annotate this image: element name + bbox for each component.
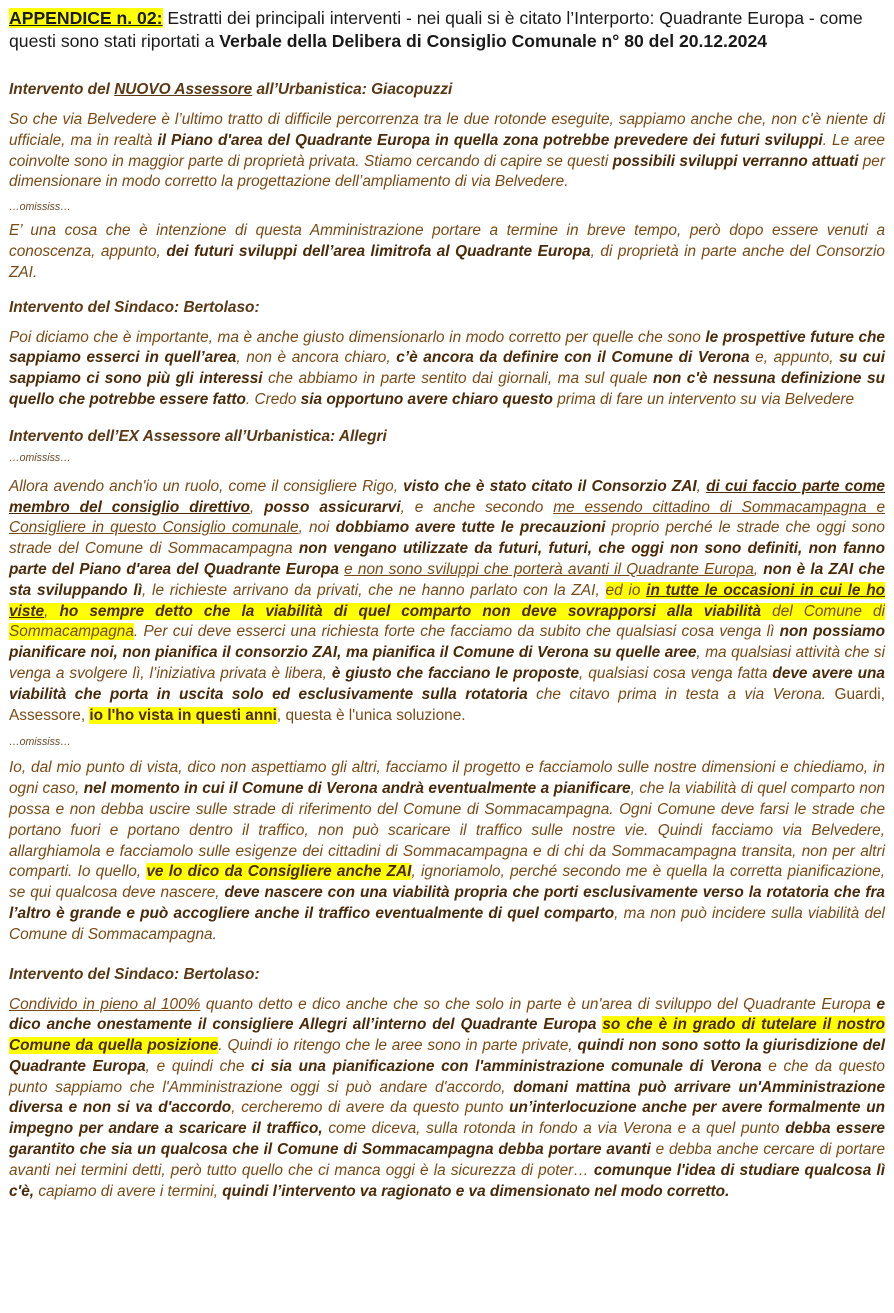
appendix-label: APPENDICE n. 02: <box>9 8 163 28</box>
paragraph: E’ una cosa che è intenzione di questa Amministrazione portare a termine in breve tempo, però dopo essere venuti a conoscenza, appunto, dei futuri sviluppi dell’area limitrofa al Quadrante Europa, di proprietà in parte anche del Consorzio ZAI. <box>9 222 885 281</box>
section-heading-giacopuzzi: Intervento del NUOVO Assessore all’Urbanistica: Giacopuzzi <box>9 81 453 98</box>
highlight: so che è in grado di tutelare il nostro Comune da quella posizione <box>9 1016 885 1055</box>
appendix-description: Estratti dei principali interventi - nei quali si è citato l’Interporto: Quadrante Europa - come questi sono stati riportati a <box>9 8 863 51</box>
paragraph: So che via Belvedere è l’ultimo tratto di difficile percorrenza tra le due rotonde eseguite, sappiamo anche che, non c'è niente di ufficiale, ma in realtà il Piano d'area del Quadrante Europa in quella zona potrebbe prevedere dei futuri sviluppi. Le aree coinvolte sono in maggior parte di proprietà privata. Stiamo cercando di capire se questi possibili sviluppi verranno attuati per dimensionare in modo corretto la progettazione dell’ampliamento di via Belvedere. <box>9 111 885 191</box>
section-heading-sindaco-2: Intervento del Sindaco: Bertolaso: <box>9 965 260 983</box>
appendix-source: Verbale della Delibera di Consiglio Comunale n° 80 del 20.12.2024 <box>219 31 768 51</box>
paragraph: Io, dal mio punto di vista, dico non aspettiamo gli altri, facciamo il progetto e facciamolo sulle nostre dimensioni e chiediamo, in ogni caso, nel momento in cui il Comune di Verona andrà eventualmente a pianificare, che la viabilità di quel comparto non possa e non debba uscire sulle strade di riferimento del Comune di Sommacampagna. Ogni Comune deve farsi le strade che portano fuori e portano dentro il traffico, non può scaricare il traffico sulle nostre vie. Quindi facciamo via Belvedere, allarghiamola e facciamolo sulle esigenze dei cittadini di Sommacampagna e di chi da Sommacampagna transita, non per altri comparti. Io quello, ve lo dico da Consigliere anche ZAI, ignoriamolo, perché secondo me è quella la corretta pianificazione, se qui qualcosa deve nascere, deve nascere con una viabilità propria che porti esclusivamente verso la rotatoria che fra l’altro è grande e può accogliere anche il traffico eventualmente di quel comparto, ma non può incidere sulla viabilità del Comune di Sommacampagna. <box>9 759 885 943</box>
omissis-marker: …omississ… <box>9 201 71 214</box>
omissis-marker: …omississ… <box>9 451 71 464</box>
appendix-title <box>9 7 885 53</box>
paragraph: Condivido in pieno al 100% quanto detto e dico anche che so che solo in parte è un'area di sviluppo del Quadrante Europa e dico anche onestamente il consigliere Allegri all’interno del Quadrante Europa so che è in grado di tutelare il nostro Comune da quella posizione. Quindi io ritengo che le aree sono in parte private, quindi non sono sotto la giurisdizione del Quadrante Europa, e quindi che ci sia una pianificazione con l'amministrazione comunale di Verona e che da questo punto sappiamo che l'Amministrazione oggi si può andare d'accordo, domani mattina può arrivare un'Amministrazione diversa e non si va d'accordo, cercheremo di avere da questo punto un’interlocuzione anche per avere formalmente un impegno per andare a scaricare il traffico, come diceva, sulla rotonda in fondo a via Verona e a quel punto debba essere garantito che sia un qualcosa che il Comune di Sommacampagna debba portare avanti e debba anche cercare di portare avanti nei termini detti, però tutto quello che ci manca oggi è la sicurezza di poter… comunque l'idea di studiare qualcosa lì c'è, capiamo di avere i termini, quindi l’intervento va ragionato e va dimensionato nel modo corretto. <box>9 995 886 1200</box>
section-heading-allegri: Intervento dell’EX Assessore all’Urbanistica: Allegri <box>9 427 387 445</box>
section-heading-sindaco: Intervento del Sindaco: Bertolaso: <box>9 298 260 316</box>
highlight: ve lo dico da Consigliere anche ZAI <box>146 863 412 881</box>
omissis-marker: …omississ… <box>9 736 71 749</box>
paragraph: Poi diciamo che è importante, ma è anche giusto dimensionarlo in modo corretto per quelle che sono le prospettive future che sappiamo esserci in quell’area, non è ancora chiaro, c’è ancora da definire con il Comune di Verona e, appunto, su cui sappiamo ci sono più gli interessi che abbiamo in parte sentito dai giornali, ma sul quale non c'è nessuna definizione su quello che potrebbe essere fatto. Credo sia opportuno avere chiaro questo prima di fare un intervento su via Belvedere <box>9 328 885 408</box>
highlight: ed io <box>605 581 647 599</box>
highlight: io l'ho vista in questi anni <box>89 706 277 724</box>
paragraph: Allora avendo anch'io un ruolo, come il consigliere Rigo, visto che è stato citato il Consorzio ZAI, di cui faccio parte come membro del consiglio direttivo, posso assicurarvi, e anche secondo me essendo cittadino di Sommacampagna e Consigliere in questo Consiglio comunale, noi dobbiamo avere tutte le precauzioni proprio perché le strade che oggi sono strade del Comune di Sommacampagna non vengano utilizzate da futuri, futuri, che oggi non sono definiti, non fanno parte del Piano d'area del Quadrante Europa e non sono sviluppi che porterà avanti il Quadrante Europa, non è la ZAI che sta sviluppando lì, le richieste arrivano da privati, che ne hanno parlato con la ZAI, ed io in tutte le occasioni in cui le ho viste, ho sempre detto che la viabilità di quel comparto non deve sovrapporsi alla viabilità del Comune di Sommacampagna. Per cui deve esserci una richiesta forte che facciamo da subito che qualsiasi cosa venga lì non possiamo pianificare noi, non pianifica il consorzio ZAI, ma pianifica il Comune di Verona su quelle aree, ma qualsiasi attività che si venga a svolgere lì, l’iniziativa privata è libera, è giusto che facciano le proposte, qualsiasi cosa venga fatta deve avere una viabilità che porta in uscita solo ed esclusivamente sulla rotatoria che citavo prima in testa a via Verona. Guardi, Assessore, io l'ho vista in questi anni, questa è l'unica soluzione. <box>9 477 886 724</box>
highlight: in tutte le occasioni in cui le ho viste <box>9 581 885 620</box>
highlight: ho sempre detto che la viabilità di quel comparto non deve sovrapporsi alla viabilità <box>59 602 762 620</box>
